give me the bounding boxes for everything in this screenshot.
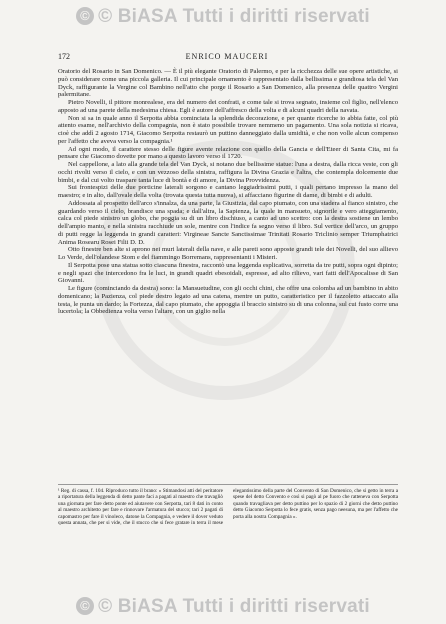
footnote-divider [58, 484, 398, 485]
paragraph: Oratorio del Rosario in San Domenico. — È il più elegante Oratorio di Palermo, e per la ricchezza delle sue opere artistiche, si può considerare come una piccola galleria. Il cui principale ornamento è rappresentato dalla bellissima e grandiosa tela del Van Dyck, raffigurante la Vergine col Bambino nell'atto che porge il Rosario a San Domenico, alla presenza delle quattro Vergini palermitane. [58, 68, 398, 99]
paragraph: Addossata al prospetto dell'arco s'innalza, da una parte, la Giustizia, dal capo piumato, con una stadera al fianco sinistro, che guardando verso il cielo, brandisce una spada; e dall'altra, la Sapienza, la quale in mansueto, signorile e vero atteggiamento, calca col piede sinistro un globo, che poggia su di un libro dischiuso, a canto ad uno scettro: con la destra sostiene un lembo dell'ampio manto, e nella sinistra racchiude un sole, mentre con l'indice fa segno verso il libro. Sul vertice dell'arco, un gruppo di putti regge la leggenda in grandi caratteri: Virgineae Sancte Sanctissimae Trinitati Rosario Triclinio semper Triumphatrici Anima Rosearu Rosei Filii D. D. [58, 199, 398, 246]
page-number: 172 [58, 52, 70, 61]
paragraph: Non si sa in quale anno il Serpotta abbia cominciata la splendida decorazione, e per quante ricerche io abbia fatte, col più attento esame, nell'archivio della compagnia, non è stato possibile trovare nemmeno un pagamento. Una sola notizia si ricava, cioè che addì 2 agosto 1714, Giacomo Serpotta restaurò un puttino danneggiato dalla umidità, e che non volle alcun compenso per l'affetto che aveva verso la compagnia.¹ [58, 114, 398, 145]
watermark-bottom [0, 596, 446, 618]
copyright-icon: © [76, 7, 94, 25]
running-title: ENRICO MAUCERI [185, 52, 269, 61]
main-text [58, 68, 398, 316]
paragraph: Il Serpotta pose una statua sotto ciascuna finestra, raccontò una leggenda esplicativa, sorretta da tre putti, sopra ogni dipinto; e negli spazi che intercedono fra le luci, in grandi quadri ebesoidali, espresse, ad alto rilievo, vari fatti dell'Apocalisse di San Giovanni. [58, 261, 398, 285]
running-header [58, 52, 396, 64]
paragraph: Otto finestre ben alte si aprono nei muri laterali della nave, e alle pareti sono apposte grandi tele dei Novelli, del suo allievo Lo Verde, dell'olandese Stom e del fiammingo Borremans, rappresentanti i Misteri. [58, 246, 398, 261]
paragraph: Ad ogni modo, il carattere stesso delle figure avente relazione con quello della Gancia e dell'Eteer di Santa Cita, mi fa pensare che Giacomo dovette por mano a questo lavoro verso il 1720. [58, 145, 398, 161]
watermark-top-text: © BiASA Tutti i diritti riservati [98, 6, 370, 27]
paragraph: Nel cappellone, a lato alla grande tela del Van Dyck, si notano due bellissime statue: l'una a destra, dalla ricca veste, con gli occhi rivolti verso il cielo, e con un vezzoso della sinistra, raffigura la Divina Grazia e l'altra, che contempla dolcemente due bimbi, e dal cui volto traspare tanta luce di bontà e di amore, la Divina Provvidenza. [58, 161, 398, 184]
footnote: ¹ Reg. di cassa, f. 104. Riproduco tutto il brano: « Stimandosi atti del peritatore a riportatura della leggenda di detto pante faci a pagati al maestro che travagliò una giornata per fare detto ponte ed aiutavere con Serpotta, tari 8 dati in conto al maestro architetto per fare e rinnovare l'armatura del stucco; tari 2 pagati di capomastro per fare il vinoleco, datone la Compagnia, e vedere il dover veduto questa annata, che per si vide, che il stucco che si fece gratare in terra il mese elegantissimo della parte del Convento di San Domenico, che si getto in terra a spese del detto Convento e così si pagò al pe fuoro che ratteneva con Serpotta quando travagliava per detto puttino per lo spazio di 2 giorni che detto puttino detto Giacomo Serpotta lo fece gratis, senza pago neesuna, ma per l'affetto che porta alla nostra Compagnia ». [58, 488, 398, 527]
paragraph: Sui frontespizi delle due porticine laterali sorgono e cantano leggiadrissimi putti, i quali pertano impresso la mano del maestro; e in alto, dall'ovale della volta (trovata questa tutta nuova), si affacciano figurine di dame, di bimbi e di adulti. [58, 184, 398, 199]
paragraph: Le figure (cominciando da destra) sono: la Mansuetudine, con gli occhi chini, che offre una colomba ad un bambino in abito domenicano; la Pazienza, col piede destro legato ad una catena, mentre un putto, caratteristico per il fazzoletto attaccato alla testa, le punta un dardo; la Fortezza, dal capo piumato, che appoggia il braccio sinistro su di una colonna, sul cui fusto corre una lucertola; la Obbedienza volta verso l'altare, con un giglio nella [58, 285, 398, 316]
watermark-bottom-text: © BiASA Tutti i diritti riservati [98, 596, 370, 617]
paragraph: Pietro Novelli, il pittore monrealese, era del numero dei confrati, e come tale si trova segnato, insieme col figlio, nell'elenco apposto ad una parete della medesima chiesa. Egli è autore dell'affresco della volta e di alcuni quadri della navata. [58, 99, 398, 114]
watermark-top [0, 6, 446, 28]
copyright-icon: © [76, 597, 94, 615]
